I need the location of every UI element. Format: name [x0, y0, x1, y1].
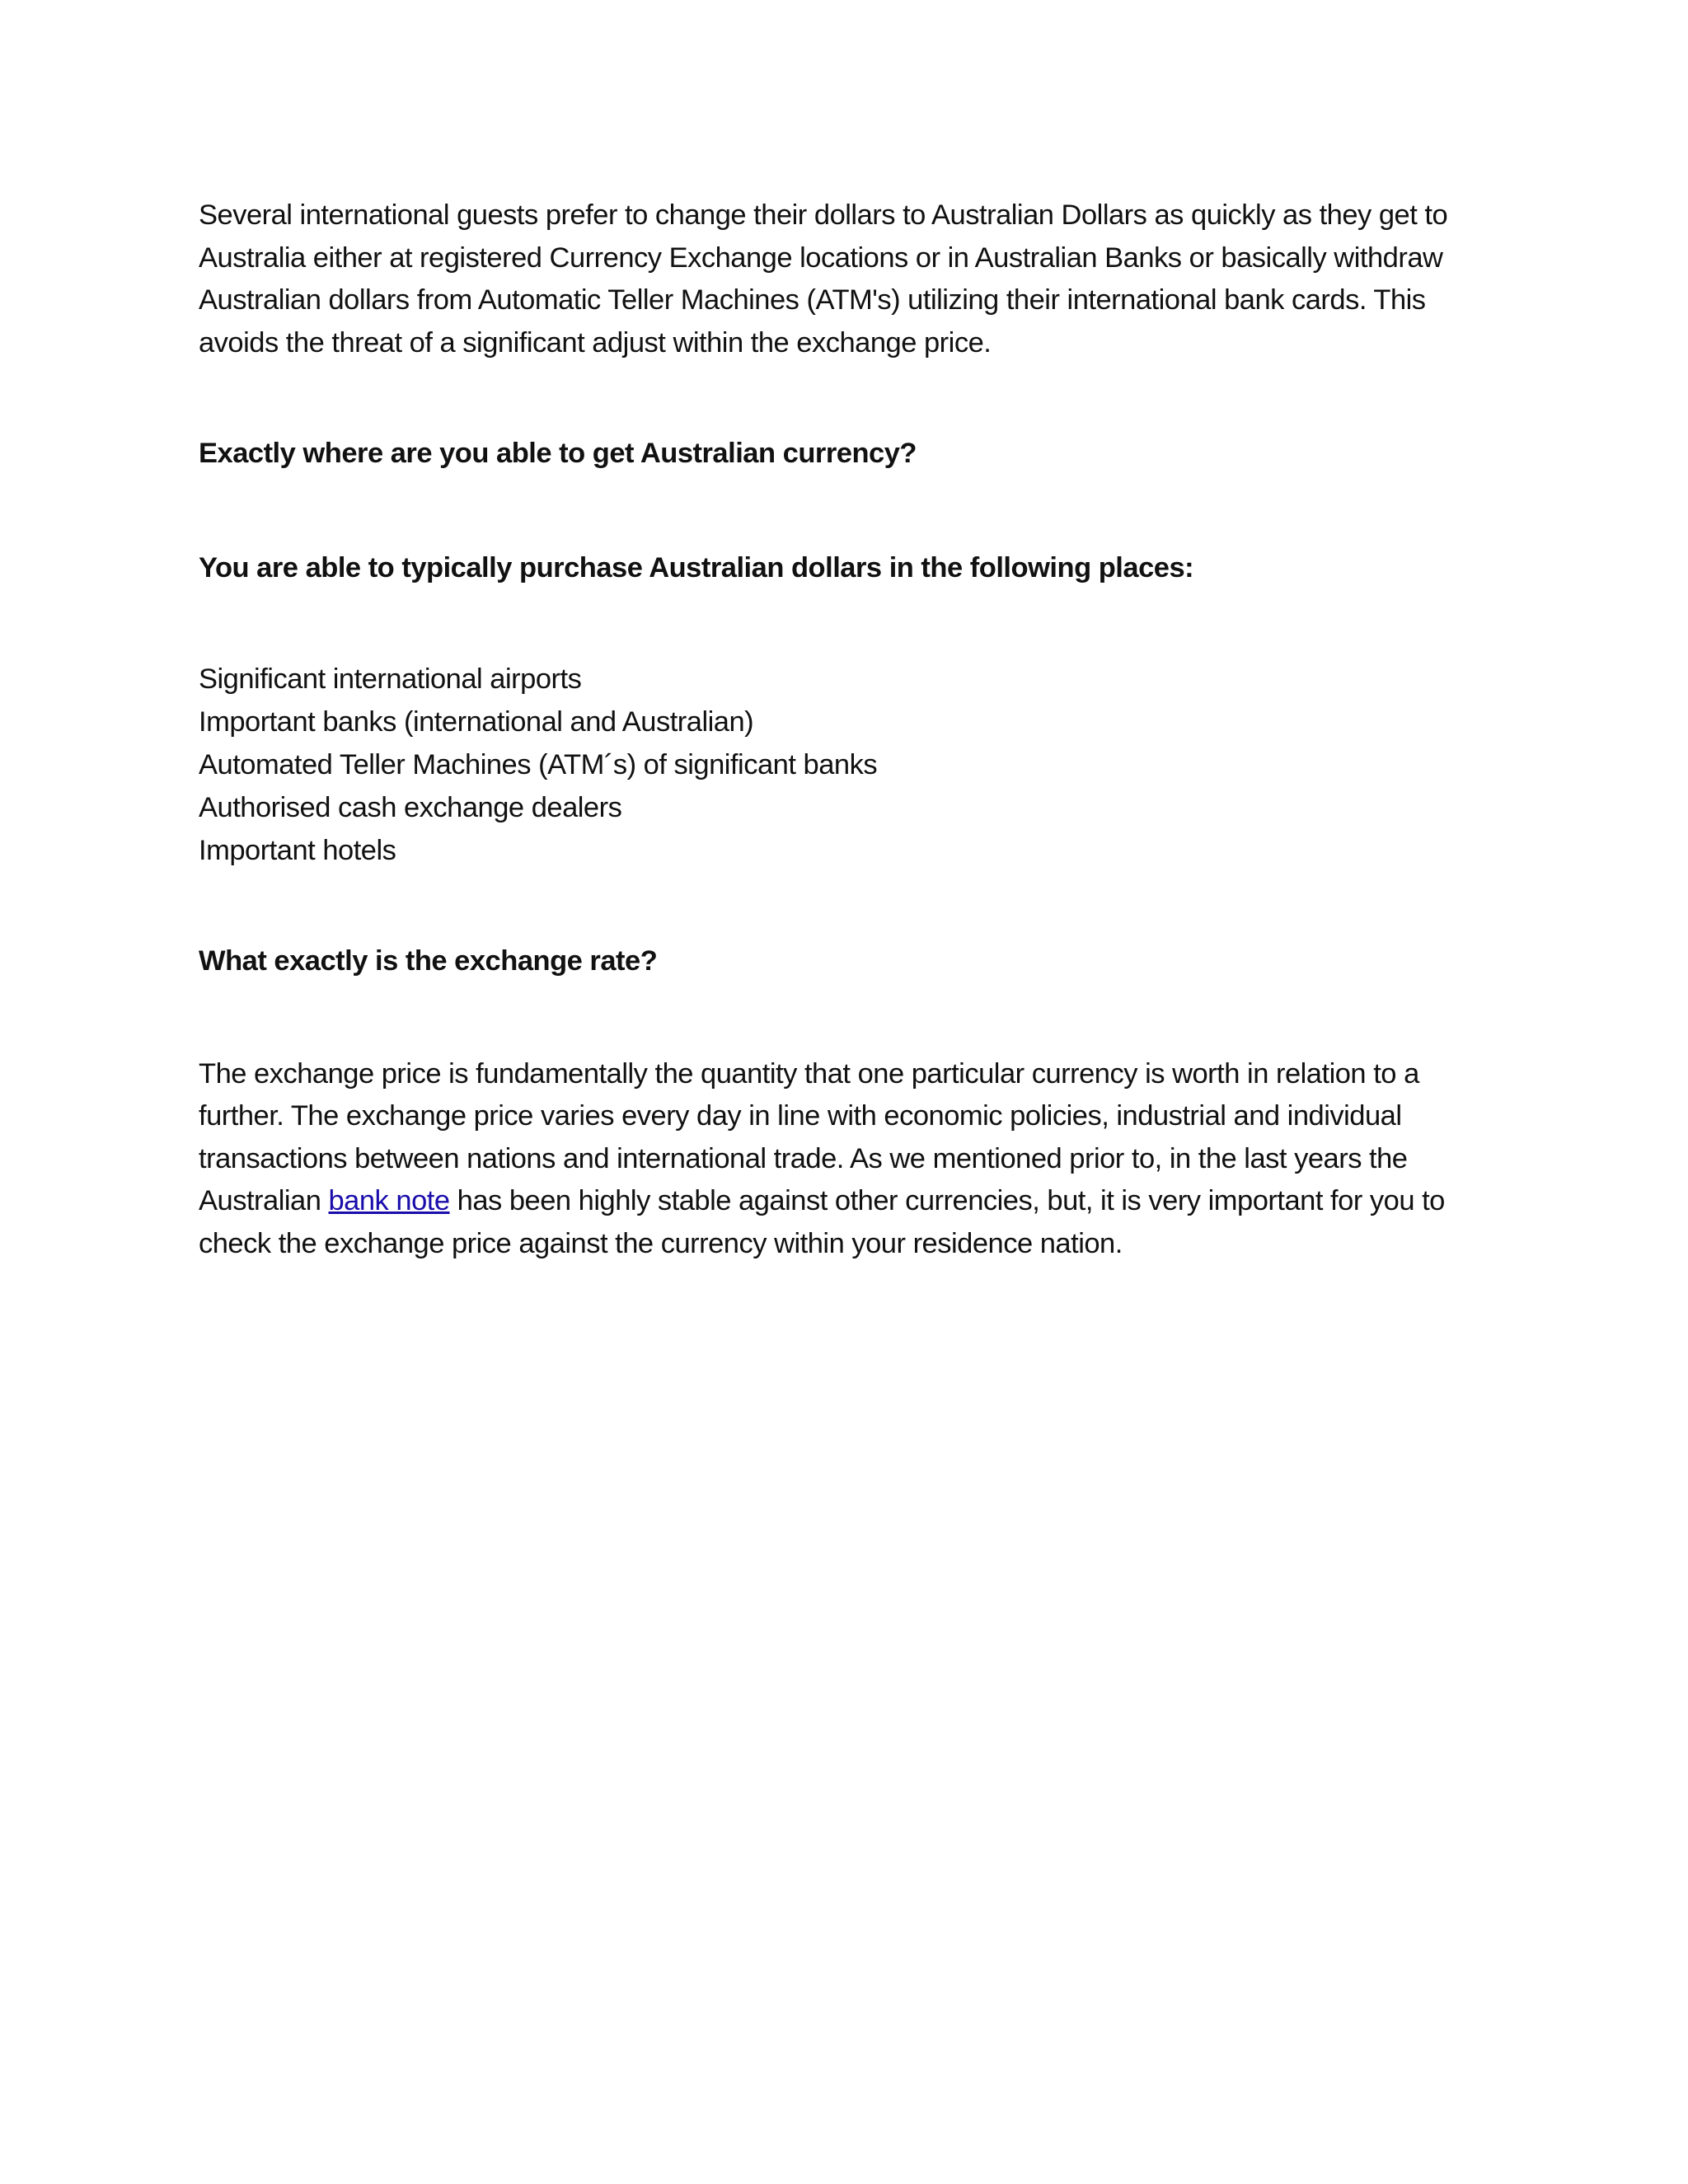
list-item: Important banks (international and Australian) — [199, 706, 754, 738]
list-item: Automated Teller Machines (ATM´s) of significant banks — [199, 749, 878, 780]
places-list — [199, 658, 1501, 872]
document-content — [199, 194, 1501, 1265]
intro-paragraph: Several international guests prefer to change their dollars to Australian Dollars as quickly as they get to Australia either at registered Currency Exchange locations or in Australian Banks or basically withdraw Australian dollars from Automatic Teller Machines (ATM's) utilizing their international bank cards. This avoids the threat of a significant adjust within the exchange price. — [199, 199, 1448, 359]
rate-text-after-link: has been highly stable against other currencies, but, it is very important for you to check the exchange price against the currency within your residence nation. — [199, 1185, 1445, 1259]
rate-text-before-link: The exchange price is fundamentally the quantity that one particular currency is worth in relation to a further. The exchange price varies every day in line with economic policies, industrial and individual transactions between nations and international trade. As we mentioned prior to, in the last years the Australian — [199, 1057, 1419, 1216]
exchange-rate-paragraph — [199, 1053, 1501, 1266]
list-item: Important hotels — [199, 835, 396, 866]
heading-purchase-places: You are able to typically purchase Australian dollars in the following places: — [199, 551, 1194, 583]
list-item: Significant international airports — [199, 663, 582, 695]
heading-exchange-rate: What exactly is the exchange rate? — [199, 945, 658, 977]
heading-where-to-get-currency: Exactly where are you able to get Australian currency? — [199, 438, 917, 469]
bank-note-link[interactable]: bank note — [328, 1185, 450, 1216]
list-item: Authorised cash exchange dealers — [199, 792, 622, 823]
